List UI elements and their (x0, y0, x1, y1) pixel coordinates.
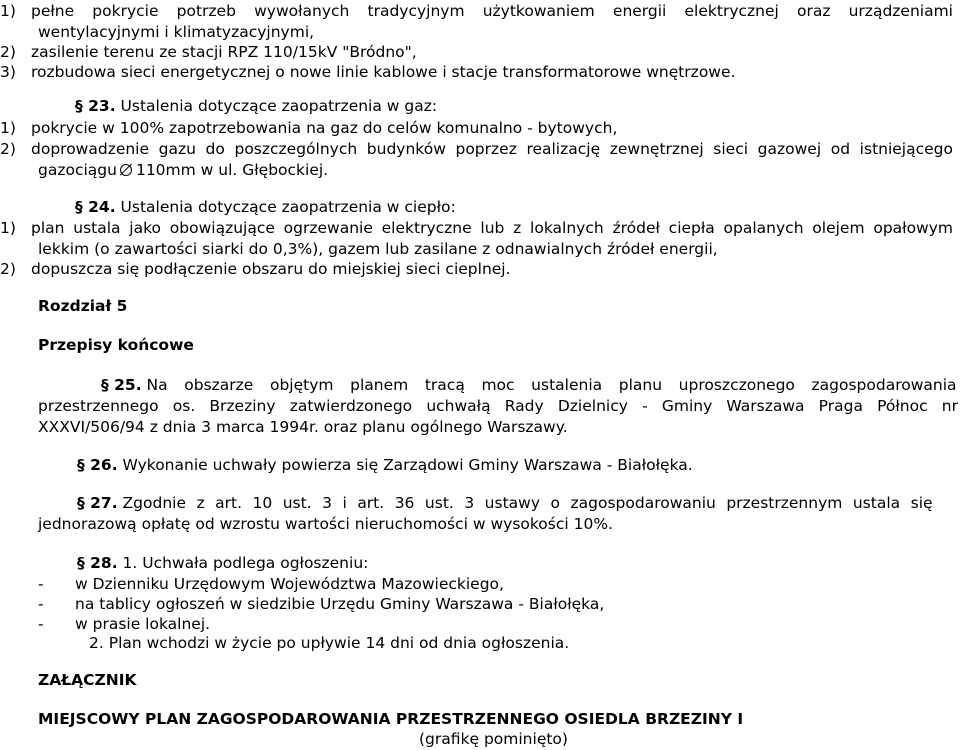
annex-note: (grafikę pominięto) (419, 730, 568, 748)
heat-item-1 (0, 218, 958, 238)
bullet-item (38, 594, 604, 614)
energy-item-1 (0, 1, 958, 21)
section-25-line-3: XXXVI/506/94 z dnia 3 marca 1994r. oraz planu ogólnego Warszawy. (38, 418, 568, 436)
heat-item-1-cont: lekkim (o zawartości siarki do 0,3%), gazem lub zasilane z odnawialnych źródeł energii, (38, 240, 718, 258)
section-25-line-2 (38, 396, 958, 416)
item-number: 1) (0, 119, 16, 137)
section-title: Ustalenia dotyczące zaopatrzenia w ciepło: (120, 198, 456, 216)
energy-item-2 (0, 42, 417, 62)
section-23-heading (75, 96, 437, 116)
section-26 (77, 455, 693, 475)
section-28-point-2: 2. Plan wchodzi w życie po upływie 14 dni od dnia ogłoszenia. (89, 634, 570, 652)
section-28 (77, 553, 368, 573)
bullet-dash: - (38, 595, 44, 613)
item-number: 1) (0, 2, 16, 20)
bullet-text: w prasie lokalnej. (75, 615, 211, 633)
bullet-text: w Dzienniku Urzędowym Województwa Mazowieckiego, (75, 575, 504, 593)
section-mark: § 26. (77, 456, 118, 474)
bullet-text: na tablicy ogłoszeń w siedzibie Urzędu Gminy Warszawa - Białołęka, (75, 595, 605, 613)
chapter-number: Rozdział 5 (38, 297, 128, 315)
diameter-symbol-icon (119, 163, 133, 177)
gas-item-2 (0, 139, 958, 159)
gas-item-2-cont (38, 160, 328, 180)
item-text: doprowadzenie gazu do poszczególnych budynków poprzez realizację zewnętrznej sieci gazowej od istniejącego (31, 140, 953, 158)
annex-title: MIEJSCOWY PLAN ZAGOSPODAROWANIA PRZESTRZENNEGO OSIEDLA BRZEZINY I (38, 710, 744, 728)
section-mark: § 23. (75, 97, 116, 115)
paragraph-text: Wykonanie uchwały powierza się Zarządowi Gminy Warszawa - Białołęka. (122, 456, 693, 474)
section-27-line-2: jednorazową opłatę od wzrostu wartości nieruchomości w wysokości 10%. (38, 515, 613, 533)
section-27-line-1 (77, 493, 958, 513)
section-mark: § 27. (77, 494, 118, 512)
annex-label: ZAŁĄCZNIK (38, 671, 137, 689)
item-number: 2) (0, 140, 16, 158)
item-text: rozbudowa sieci energetycznej o nowe linie kablowe i stacje transformatorowe wnętrzowe. (31, 63, 736, 81)
item-number: 3) (0, 63, 16, 81)
bullet-dash: - (38, 615, 44, 633)
section-25-line-1 (38, 375, 958, 395)
item-number: 2) (0, 43, 16, 61)
paragraph-text: Zgodnie z art. 10 ust. 3 i art. 36 ust. 3 ustawy o zagospodarowaniu przestrzennym ustala się (122, 494, 933, 512)
section-24-heading (75, 197, 456, 217)
paragraph-text: Na obszarze objętym planem tracą moc ustalenia planu uproszczonego zagospodarowania (146, 376, 957, 394)
item-text: pokrycie w 100% zapotrzebowania na gaz do celów komunalno - bytowych, (31, 119, 618, 137)
item-text: 110mm w ul. Głębockiej. (135, 161, 329, 179)
item-text: plan ustala jako obowiązujące ogrzewanie elektryczne lub z lokalnych źródeł ciepła opalanych olejem opałowym (31, 219, 953, 237)
item-text: dopuszcza się podłączenie obszaru do miejskiej sieci cieplnej. (31, 260, 511, 278)
energy-item-1-cont: wentylacyjnymi i klimatyzacyjnymi, (38, 23, 315, 41)
item-text: gazociągu (38, 161, 117, 179)
chapter-title: Przepisy końcowe (38, 336, 194, 354)
item-number: 2) (0, 260, 16, 278)
gas-item-1 (0, 118, 617, 138)
bullet-item (38, 574, 504, 594)
section-mark: § 28. (77, 554, 118, 572)
item-text: zasilenie terenu ze stacji RPZ 110/15kV "Bródno", (31, 43, 417, 61)
energy-item-3 (0, 62, 735, 82)
section-mark: § 24. (75, 198, 116, 216)
bullet-item (38, 614, 210, 634)
section-title: Ustalenia dotyczące zaopatrzenia w gaz: (120, 97, 438, 115)
item-text: pełne pokrycie potrzeb wywołanych tradycyjnym użytkowaniem energii elektrycznej oraz urządzeniami (31, 2, 953, 20)
paragraph-text: 1. Uchwała podlega ogłoszeniu: (122, 554, 369, 572)
heat-item-2 (0, 259, 511, 279)
item-number: 1) (0, 219, 16, 237)
section-mark: § 25. (101, 376, 142, 394)
paragraph-text: przestrzennego os. Brzeziny zatwierdzonego uchwałą Rady Dzielnicy - Gminy Warszawa Praga Północ nr (38, 397, 958, 415)
bullet-dash: - (38, 575, 44, 593)
